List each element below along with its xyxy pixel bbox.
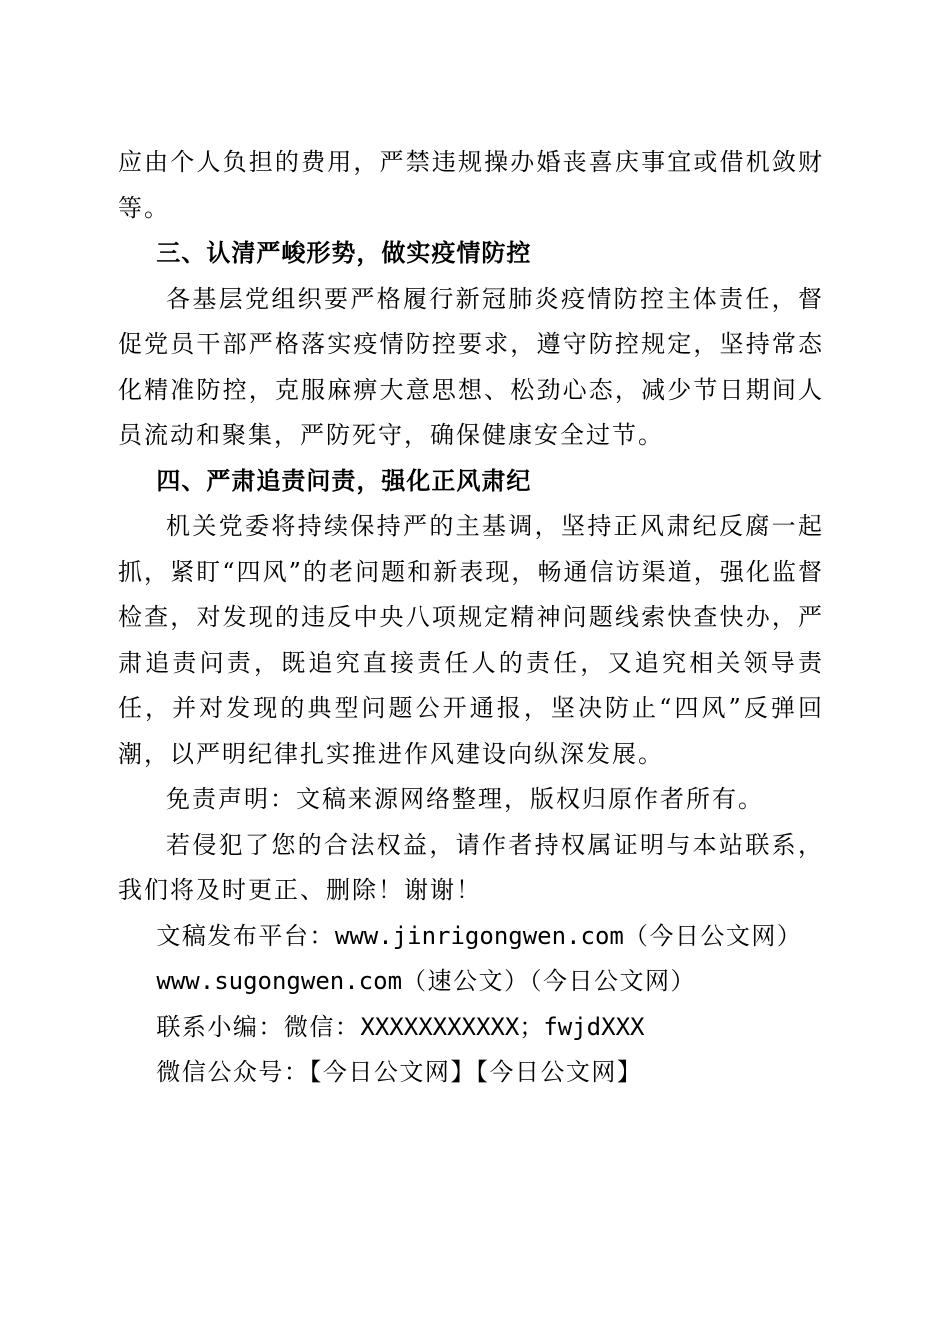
document-body [118, 140, 824, 1096]
publish-platform [118, 914, 824, 960]
alt-site-names: （速公文）（今日公文网） [402, 967, 697, 995]
section-body-3: 各基层党组织要严格履行新冠肺炎疫情防控主体责任，督促党员干部严格落实疫情防控要求，遵守防控规定，坚持常态化精准防控，克服麻痹大意思想、松劲心态，减少节日期间人员流动和聚集，严防死守，确保健康安全过节。 [118, 284, 824, 449]
section-body-4: 机关党委将持续保持严的主基调，坚持正风肃纪反腐一起抓，紧盯“四风”的老问题和新表现，畅通信访渠道，强化监督检查，对发现的违反中央八项规定精神问题线索快查快办，严肃追责问责，既追究直接责任人的责任，又追究相关领导责任，并对发现的典型问题公开通报，坚决防止“四风”反弹回潮，以严明纪律扎实推进作风建设向纵深发展。 [118, 512, 824, 768]
disclaimer: 免责声明：文稿来源网络整理，版权归原作者所有。 [166, 785, 764, 813]
alt-site [118, 959, 824, 1005]
publish-platform-label: 文稿发布平台： [156, 921, 335, 950]
infringement-notice: 若侵犯了您的合法权益，请作者持权属证明与本站联系，我们将及时更正、删除！谢谢！ [118, 830, 824, 904]
publish-platform-name: （今日公文网） [623, 921, 803, 950]
section-heading-3: 三、认清严峻形势，做实疫情防控 [156, 239, 532, 267]
contact-label: 联系小编：微信： [156, 1012, 361, 1041]
publish-platform-url[interactable]: www.jinrigongwen.com [334, 921, 624, 950]
alt-site-url[interactable]: www.sugongwen.com [156, 967, 403, 995]
contact-wechat: XXXXXXXXXXX；fwjdXXX [360, 1012, 645, 1041]
section-heading-4: 四、严肃追责问责，强化正风肃纪 [156, 466, 532, 495]
official-account: 微信公众号：【今日公文网】【今日公文网】 [156, 1058, 643, 1086]
contact-line [118, 1005, 824, 1051]
continuation-paragraph: 应由个人负担的费用，严禁违规操办婚丧喜庆事宜或借机敛财等。 [118, 148, 824, 222]
